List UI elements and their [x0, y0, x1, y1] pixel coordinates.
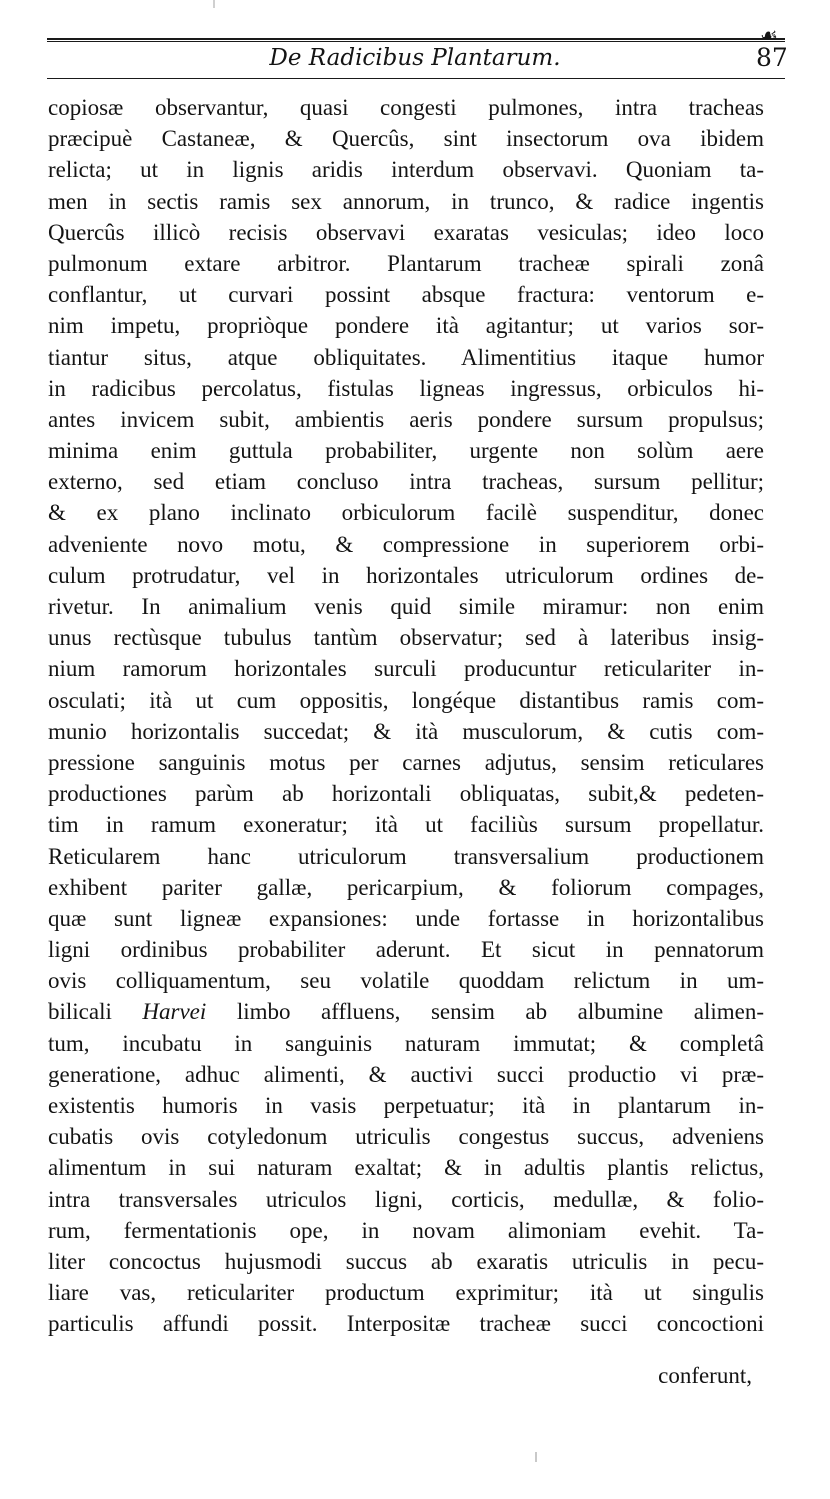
text-line: productiones parùm ab horizontali obliquatas, subit,& pedeten- [48, 781, 764, 807]
text-line: munio horizontalis succedat; & ità musculorum, & cutis com- [48, 718, 764, 744]
text-line: in radicibus percolatus, fistulas ligneas ingressus, orbiculos hi- [48, 375, 764, 401]
text-line: bilicali Harvei limbo affluens, sensim ab albumine alimen- [48, 999, 764, 1025]
text-line: liter concoctus hujusmodi succus ab exaratis utriculis in pecu- [48, 1248, 764, 1274]
italic-name: Harvei [142, 999, 207, 1025]
page-number: 87 [756, 43, 788, 72]
text-line: pressione sanguinis motus per carnes adjutus, sensim reticulares [48, 749, 764, 775]
text-line: antes invicem subit, ambientis aeris pondere sursum propulsus; [48, 406, 764, 432]
text-line: exhibent pariter gallæ, pericarpium, & foliorum compages, [48, 874, 764, 900]
text-line: particulis affundi possit. Interpositæ tracheæ succi concoctioni [48, 1311, 764, 1337]
text-line: generatione, adhuc alimenti, & auctivi succi productio vi præ- [48, 1061, 764, 1087]
text-line: osculati; ità ut cum oppositis, longéque distantibus ramis com- [48, 687, 764, 713]
text-line: culum protrudatur, vel in horizontales utriculorum ordines de- [48, 562, 764, 588]
text-line: ligni ordinibus probabiliter aderunt. Et sicut in pennatorum [48, 937, 764, 963]
text-line: liare vas, reticulariter productum exprimitur; ità ut singulis [48, 1280, 764, 1306]
header-rule-top [47, 38, 785, 40]
text-line: adveniente novo motu, & compressione in superiorem orbi- [48, 531, 764, 557]
page-speck [535, 1452, 537, 1462]
text-line: & ex plano inclinato orbiculorum facilè suspenditur, donec [48, 500, 764, 526]
text-line: Quercûs illicò recisis observavi exaratas vesiculas; ideo loco [48, 219, 764, 245]
running-title: De Radicibus Plantarum. [269, 45, 561, 71]
ornament-icon: ☙ [760, 23, 778, 47]
text-line: conflantur, ut curvari possint absque fractura: ventorum e- [48, 282, 764, 308]
text-line: ovis colliquamentum, seu volatile quoddam relictum in um- [48, 968, 764, 994]
text-line: unus rectùsque tubulus tantùm observatur; sed à lateribus insig- [48, 625, 764, 651]
text-line: rivetur. In animalium venis quid simile miramur: non enim [48, 594, 764, 619]
text-line: men in sectis ramis sex annorum, in trunco, & radice ingentis [48, 188, 764, 214]
text-line: quæ sunt ligneæ expansiones: unde fortasse in horizontalibus [48, 905, 764, 931]
text-line: rum, fermentationis ope, in novam alimoniam evehit. Ta- [48, 1217, 764, 1243]
text-line: tum, incubatu in sanguinis naturam immutat; & completâ [48, 1030, 764, 1056]
text-line: intra transversales utriculos ligni, corticis, medullæ, & folio- [48, 1186, 764, 1212]
text-line: copiosæ observantur, quasi congesti pulmones, intra tracheas [48, 95, 764, 120]
header-rule-bottom [47, 78, 785, 79]
page-speck [213, 0, 215, 8]
text-line: alimentum in sui naturam exaltat; & in adultis plantis relictus, [48, 1155, 764, 1181]
text-line: relicta; ut in lignis aridis interdum observavi. Quoniam ta- [48, 157, 764, 183]
catchword: conferunt, [658, 1363, 752, 1388]
text-line: externo, sed etiam concluso intra tracheas, sursum pellitur; [48, 469, 764, 495]
body-text [48, 92, 764, 1340]
text-line: minima enim guttula probabiliter, urgente non solùm aere [48, 438, 764, 464]
text-line: pulmonum extare arbitror. Plantarum tracheæ spirali zonâ [48, 250, 764, 276]
text-line: nim impetu, propriòque pondere ità agitantur; ut varios sor- [48, 313, 764, 339]
text-line: cubatis ovis cotyledonum utriculis congestus succus, adveniens [48, 1124, 764, 1150]
text-line: præcipuè Castaneæ, & Quercûs, sint insectorum ova ibidem [48, 126, 764, 152]
text-line: nium ramorum horizontales surculi producuntur reticulariter in- [48, 656, 764, 682]
text-line: existentis humoris in vasis perpetuatur; ità in plantarum in- [48, 1093, 764, 1118]
text-line: Reticularem hanc utriculorum transversalium productionem [48, 843, 764, 869]
text-line: tiantur situs, atque obliquitates. Alimentitius itaque humor [48, 344, 764, 370]
text-line: tim in ramum exoneratur; ità ut faciliùs sursum propellatur. [48, 812, 764, 838]
